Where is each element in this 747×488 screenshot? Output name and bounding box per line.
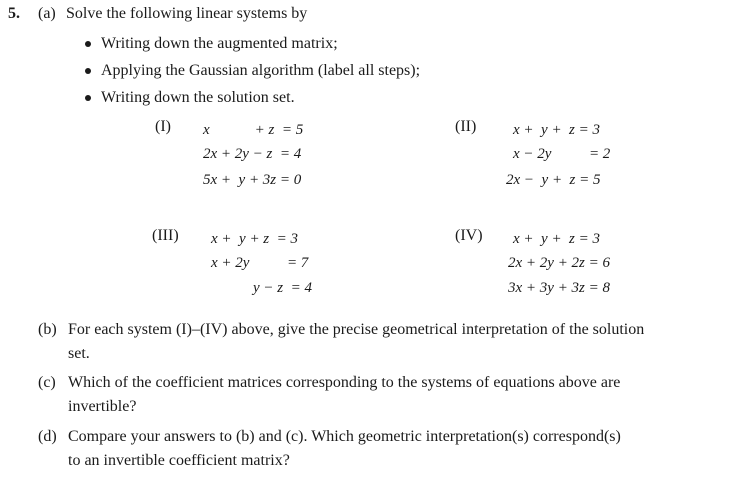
problem-number: 5. [8, 5, 20, 22]
equation-row: x + y + z = 3 [513, 231, 601, 247]
bullet-dot [85, 95, 91, 101]
bullet-dot [85, 41, 91, 47]
part-d-text-line1: Compare your answers to (b) and (c). Which geometric interpretation(s) correspond(s) [68, 428, 621, 445]
equation-row: x + y + z = 3 [211, 231, 299, 247]
equation-row: 3x + 3y + 3z = 8 [508, 280, 611, 296]
system-label: (III) [152, 227, 179, 244]
bullet-item-gaussian-algorithm: Applying the Gaussian algorithm (label all steps); [101, 62, 421, 79]
equation-row: x + z = 5 [203, 122, 304, 138]
part-d-label: (d) [38, 428, 57, 445]
part-a-label: (a) [38, 5, 56, 22]
system-label: (IV) [455, 227, 483, 244]
equation-row: 2x + 2y − z = 4 [203, 146, 302, 162]
equation-row: 2x − y + z = 5 [506, 172, 601, 188]
equation-row: 2x + 2y + 2z = 6 [508, 255, 611, 271]
part-c-text-line1: Which of the coefficient matrices corresponding to the systems of equations above are [68, 374, 621, 391]
part-b-text-line1: For each system (I)–(IV) above, give the precise geometrical interpretation of the solution [68, 321, 645, 338]
part-b-label: (b) [38, 321, 57, 338]
part-b-text-line2: set. [68, 345, 90, 362]
part-a-text: Solve the following linear systems by [66, 5, 308, 22]
equation-row: 5x + y + 3z = 0 [203, 172, 302, 188]
equation-row: x + y + z = 3 [513, 122, 601, 138]
bullet-dot [85, 68, 91, 74]
equation-row: x + 2y = 7 [211, 255, 309, 271]
part-d-text-line2: to an invertible coefficient matrix? [68, 452, 290, 469]
part-c-text-line2: invertible? [68, 398, 137, 415]
system-label: (I) [155, 118, 171, 135]
equation-row: y − z = 4 [253, 280, 312, 296]
equation-row: x − 2y = 2 [513, 146, 611, 162]
system-label: (II) [455, 118, 477, 135]
bullet-item-solution-set: Writing down the solution set. [101, 89, 295, 106]
bullet-item-augmented-matrix: Writing down the augmented matrix; [101, 35, 338, 52]
part-c-label: (c) [38, 374, 56, 391]
